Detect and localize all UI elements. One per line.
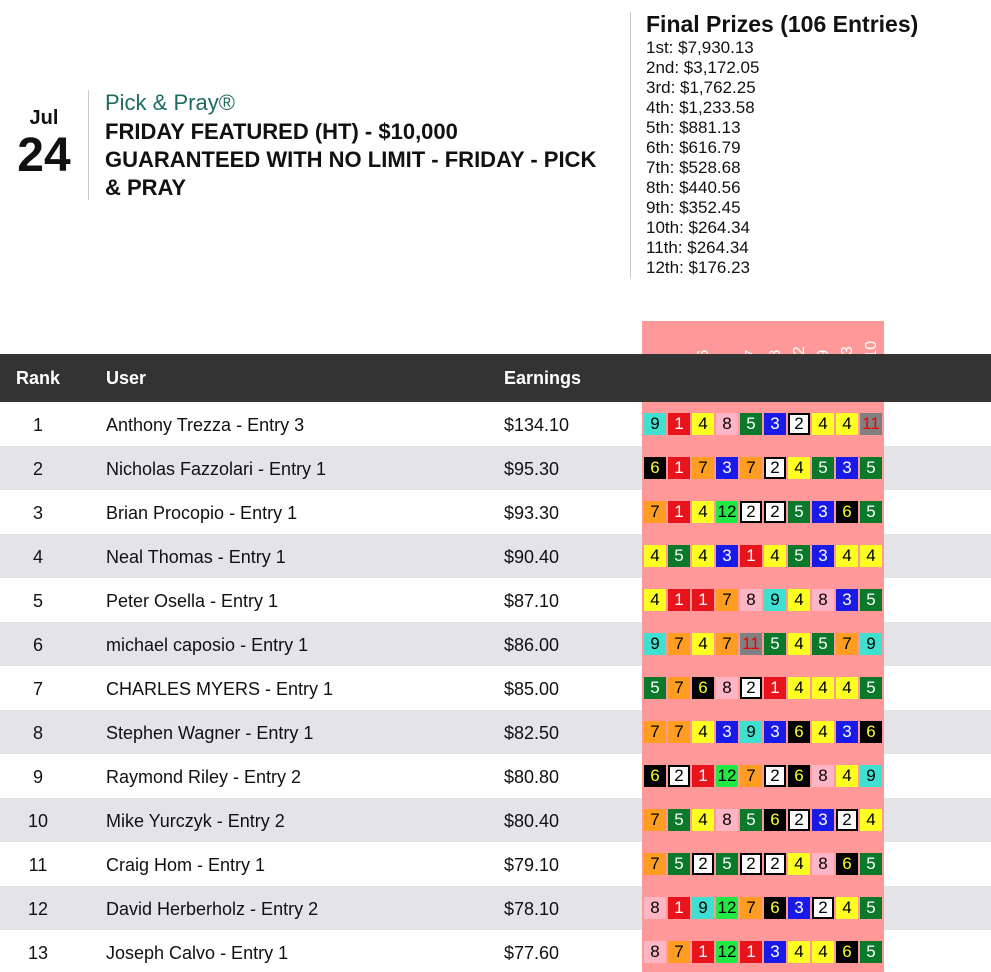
pick-badge: 4 <box>836 897 858 919</box>
rank-cell: 1 <box>32 415 43 435</box>
divider <box>88 90 89 200</box>
pick-badge: 7 <box>644 853 666 875</box>
table-row[interactable] <box>0 930 991 972</box>
pick-badge: 7 <box>668 633 690 655</box>
rank-cell: 13 <box>27 943 49 963</box>
picks-strip <box>642 534 884 578</box>
pick-badge: 7 <box>644 721 666 743</box>
earnings-cell: $78.10 <box>504 899 560 919</box>
pick-badge: 9 <box>644 413 666 435</box>
pick-badge: 4 <box>836 413 858 435</box>
pick-badge: 4 <box>764 545 786 567</box>
prize-item: 4th: $1,233.58 <box>646 98 755 117</box>
pick-badge: 8 <box>716 413 738 435</box>
pick-badge: 7 <box>668 941 690 963</box>
picks-strip <box>642 622 884 666</box>
pick-badge: 8 <box>812 589 834 611</box>
rank-cell: 9 <box>32 767 43 787</box>
pick-badge: 5 <box>860 897 882 919</box>
pick-badge: 5 <box>740 809 762 831</box>
user-cell[interactable]: Anthony Trezza - Entry 3 <box>106 415 305 435</box>
earnings-cell: $80.40 <box>504 811 560 831</box>
pick-badge: 4 <box>836 545 858 567</box>
pick-badge: 3 <box>716 721 738 743</box>
contest-title: FRIDAY FEATURED (HT) - $10,000 GUARANTEED WITH NO LIMIT - FRIDAY - PICK & PRAY <box>105 119 597 200</box>
earnings-cell: $85.00 <box>504 679 560 699</box>
pick-badge: 1 <box>740 941 762 963</box>
pick-badge: 5 <box>788 501 810 523</box>
pick-badge: 8 <box>740 589 762 611</box>
earnings-cell: $134.10 <box>504 415 570 435</box>
pick-badge: 6 <box>764 809 786 831</box>
rank-cell: 8 <box>32 723 43 743</box>
pick-badge: 3 <box>836 457 858 479</box>
divider <box>630 12 631 278</box>
pick-badge: 4 <box>860 809 882 831</box>
pick-badge: 5 <box>668 545 690 567</box>
pick-badge: 5 <box>668 853 690 875</box>
contest-brand[interactable]: Pick & Pray® <box>105 90 235 115</box>
pick-badge: 4 <box>812 721 834 743</box>
pick-badge: 7 <box>740 897 762 919</box>
pick-badge: 6 <box>836 501 858 523</box>
earnings-cell: $93.30 <box>504 503 560 523</box>
pick-badge: 4 <box>812 941 834 963</box>
pick-badge: 5 <box>860 457 882 479</box>
rank-cell: 10 <box>27 811 49 831</box>
pick-badge: 4 <box>788 633 810 655</box>
pick-badge: 1 <box>764 677 786 699</box>
table-row[interactable] <box>0 754 991 798</box>
pick-badge: 4 <box>836 765 858 787</box>
pick-badge: 4 <box>788 589 810 611</box>
pick-badge: 7 <box>644 501 666 523</box>
table-row[interactable] <box>0 886 991 930</box>
user-cell[interactable]: Neal Thomas - Entry 1 <box>106 547 286 567</box>
table-row[interactable] <box>0 710 991 754</box>
table-row[interactable] <box>0 842 991 886</box>
pick-badge: 5 <box>860 589 882 611</box>
pick-badge: 3 <box>788 897 810 919</box>
prize-item: 3rd: $1,762.25 <box>646 78 756 97</box>
pick-badge: 5 <box>764 633 786 655</box>
pick-badge: 1 <box>740 545 762 567</box>
pick-badge: 9 <box>764 589 786 611</box>
pick-badge: 3 <box>836 721 858 743</box>
pick-badge: 1 <box>668 501 690 523</box>
pick-badge: 4 <box>692 413 714 435</box>
pick-badge: 7 <box>668 721 690 743</box>
pick-badge: 5 <box>860 677 882 699</box>
pick-badge: 3 <box>716 545 738 567</box>
table-row[interactable] <box>0 578 991 622</box>
picks-strip <box>642 490 884 534</box>
pick-badge: 12 <box>717 898 737 917</box>
picks-strip <box>642 930 884 972</box>
picks-strip <box>642 798 884 842</box>
pick-badge: 4 <box>788 853 810 875</box>
rank-cell: 3 <box>32 503 43 523</box>
pick-badge: 2 <box>764 765 786 787</box>
pick-badge: 7 <box>740 765 762 787</box>
user-cell[interactable]: michael caposio - Entry 1 <box>106 635 309 655</box>
pick-badge: 1 <box>692 765 714 787</box>
prize-item: 5th: $881.13 <box>646 118 741 137</box>
pick-badge: 5 <box>788 545 810 567</box>
table-row[interactable] <box>0 402 991 446</box>
contest-info <box>105 90 605 202</box>
pick-badge: 6 <box>836 941 858 963</box>
earnings-header[interactable]: Earnings <box>504 368 582 388</box>
earnings-cell: $95.30 <box>504 459 560 479</box>
rank-header[interactable]: Rank <box>16 368 61 388</box>
prize-item: 8th: $440.56 <box>646 178 741 197</box>
rank-cell: 12 <box>27 899 49 919</box>
earnings-cell: $86.00 <box>504 635 560 655</box>
table-row[interactable] <box>0 534 991 578</box>
pick-badge: 3 <box>812 501 834 523</box>
earnings-cell: $80.80 <box>504 767 560 787</box>
pick-badge: 4 <box>812 413 834 435</box>
earnings-cell: $87.10 <box>504 591 560 611</box>
pick-badge: 11 <box>860 413 882 435</box>
user-header[interactable]: User <box>106 368 147 388</box>
pick-badge: 4 <box>644 589 666 611</box>
prize-item: 9th: $352.45 <box>646 198 741 217</box>
pick-badge: 8 <box>812 765 834 787</box>
rank-cell: 2 <box>32 459 43 479</box>
pick-badge: 5 <box>644 677 666 699</box>
pick-badge: 5 <box>860 941 882 963</box>
picks-strip <box>642 886 884 930</box>
pick-badge: 3 <box>716 457 738 479</box>
pick-badge: 8 <box>716 809 738 831</box>
pick-badge: 5 <box>860 853 882 875</box>
prize-item: 6th: $616.79 <box>646 138 741 157</box>
pick-badge: 1 <box>692 589 714 611</box>
picks-strip <box>642 446 884 490</box>
pick-badge: 4 <box>860 545 882 567</box>
pick-badge: 3 <box>836 589 858 611</box>
pick-badge: 4 <box>692 809 714 831</box>
pick-badge: 2 <box>836 809 858 831</box>
pick-badge: 7 <box>644 809 666 831</box>
rank-cell: 4 <box>32 547 43 567</box>
user-cell[interactable]: Mike Yurczyk - Entry 2 <box>106 811 285 831</box>
picks-strip <box>642 666 884 710</box>
pick-badge: 12 <box>717 766 737 785</box>
picks-strip <box>642 402 884 446</box>
table-row[interactable] <box>0 666 991 710</box>
pick-badge: 5 <box>740 413 762 435</box>
pick-badge: 7 <box>692 457 714 479</box>
pick-badge: 4 <box>692 633 714 655</box>
pick-badge: 3 <box>764 413 786 435</box>
pick-badge: 9 <box>644 633 666 655</box>
pick-badge: 3 <box>812 809 834 831</box>
pick-badge: 2 <box>692 853 714 875</box>
earnings-cell: $77.60 <box>504 943 560 963</box>
prizes-title: Final Prizes (106 Entries) <box>646 11 919 37</box>
user-cell[interactable]: David Herberholz - Entry 2 <box>106 899 319 919</box>
picks-strip <box>642 578 884 622</box>
prize-item: 10th: $264.34 <box>646 218 750 237</box>
leaderboard-table <box>0 402 991 972</box>
pick-badge: 4 <box>788 941 810 963</box>
pick-badge: 9 <box>860 633 882 655</box>
pick-badge: 1 <box>668 413 690 435</box>
prize-list <box>646 38 986 278</box>
pick-badge: 7 <box>668 677 690 699</box>
table-row[interactable] <box>0 798 991 842</box>
pick-badge: 4 <box>812 677 834 699</box>
pick-badge: 12 <box>717 502 737 521</box>
prize-item: 1st: $7,930.13 <box>646 38 754 57</box>
pick-badge: 5 <box>716 853 738 875</box>
pick-badge: 9 <box>860 765 882 787</box>
user-cell[interactable]: Stephen Wagner - Entry 1 <box>106 723 314 743</box>
pick-badge: 2 <box>740 853 762 875</box>
pick-badge: 4 <box>836 677 858 699</box>
user-cell[interactable]: Raymond Riley - Entry 2 <box>106 767 302 787</box>
prize-item: 7th: $528.68 <box>646 158 741 177</box>
pick-badge: 7 <box>716 589 738 611</box>
pick-badge: 7 <box>740 457 762 479</box>
pick-badge: 4 <box>788 457 810 479</box>
prize-item: 12th: $176.23 <box>646 258 750 277</box>
pick-badge: 5 <box>860 501 882 523</box>
pick-badge: 2 <box>788 413 810 435</box>
pick-badge: 6 <box>860 721 882 743</box>
rank-cell: 7 <box>32 679 43 699</box>
final-prizes-panel <box>646 10 986 278</box>
pick-badge: 4 <box>692 501 714 523</box>
pick-badge: 6 <box>788 765 810 787</box>
pick-badge: 6 <box>692 677 714 699</box>
picks-strip <box>642 710 884 754</box>
pick-badge: 2 <box>764 853 786 875</box>
pick-badge: 5 <box>668 809 690 831</box>
contest-date <box>10 106 78 182</box>
earnings-cell: $90.40 <box>504 547 560 567</box>
pick-badge: 11 <box>740 633 762 655</box>
prize-item: 11th: $264.34 <box>646 238 749 257</box>
pick-badge: 6 <box>644 457 666 479</box>
pick-badge: 2 <box>812 897 834 919</box>
pick-badge: 8 <box>716 677 738 699</box>
pick-badge: 3 <box>764 721 786 743</box>
pick-badge: 7 <box>716 633 738 655</box>
pick-badge: 2 <box>668 765 690 787</box>
pick-badge: 3 <box>764 941 786 963</box>
pick-badge: 12 <box>717 942 737 961</box>
pick-badge: 4 <box>644 545 666 567</box>
pick-badge: 7 <box>836 633 858 655</box>
table-header <box>0 354 991 402</box>
pick-badge: 9 <box>740 721 762 743</box>
rank-cell: 5 <box>32 591 43 611</box>
pick-badge: 5 <box>812 633 834 655</box>
table-row[interactable] <box>0 446 991 490</box>
pick-badge: 6 <box>764 897 786 919</box>
user-cell[interactable]: Peter Osella - Entry 1 <box>106 591 279 611</box>
picks-strip <box>642 842 884 886</box>
pick-badge: 6 <box>644 765 666 787</box>
pick-badge: 2 <box>740 501 762 523</box>
rank-cell: 6 <box>32 635 43 655</box>
pick-badge: 2 <box>764 457 786 479</box>
earnings-cell: $82.50 <box>504 723 560 743</box>
prize-item: 2nd: $3,172.05 <box>646 58 760 77</box>
date-month: Jul <box>29 107 59 129</box>
pick-badge: 4 <box>788 677 810 699</box>
user-cell[interactable]: CHARLES MYERS - Entry 1 <box>106 679 334 699</box>
pick-badge: 4 <box>692 721 714 743</box>
date-day: 24 <box>17 129 71 182</box>
pick-badge: 2 <box>788 809 810 831</box>
user-cell[interactable]: Nicholas Fazzolari - Entry 1 <box>106 459 327 479</box>
pick-badge: 6 <box>788 721 810 743</box>
pick-badge: 3 <box>812 545 834 567</box>
pick-badge: 2 <box>740 677 762 699</box>
pick-badge: 9 <box>692 897 714 919</box>
pick-badge: 8 <box>644 941 666 963</box>
pick-badge: 2 <box>764 501 786 523</box>
rank-cell: 11 <box>28 855 48 875</box>
pick-badge: 8 <box>812 853 834 875</box>
earnings-cell: $79.10 <box>504 855 560 875</box>
user-cell[interactable]: Joseph Calvo - Entry 1 <box>106 943 289 963</box>
user-cell[interactable]: Brian Procopio - Entry 1 <box>106 503 298 523</box>
pick-badge: 8 <box>644 897 666 919</box>
pick-badge: 4 <box>692 545 714 567</box>
pick-badge: 1 <box>668 589 690 611</box>
pick-badge: 6 <box>836 853 858 875</box>
pick-badge: 5 <box>812 457 834 479</box>
pick-badge: 1 <box>668 897 690 919</box>
picks-strip <box>642 754 884 798</box>
pick-badge: 1 <box>692 941 714 963</box>
pick-badge: 1 <box>668 457 690 479</box>
table-row[interactable] <box>0 490 991 534</box>
table-row[interactable] <box>0 622 991 666</box>
user-cell[interactable]: Craig Hom - Entry 1 <box>106 855 266 875</box>
